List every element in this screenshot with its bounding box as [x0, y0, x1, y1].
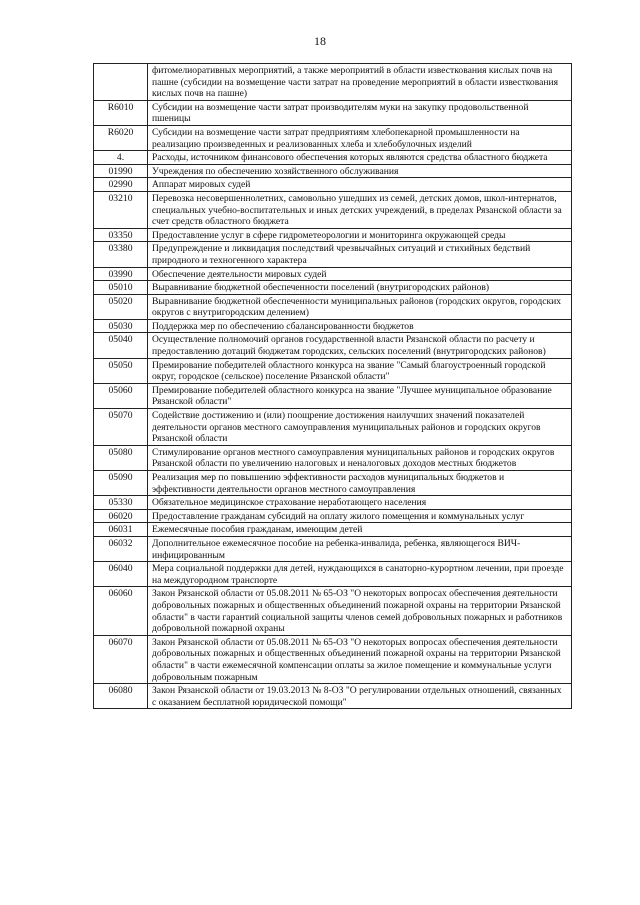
row-description: Обязательное медицинское страхование неработающего населения: [148, 496, 572, 510]
table-row: [94, 523, 572, 537]
row-description: Выравнивание бюджетной обеспеченности поселений (внутригородских районов): [148, 281, 572, 295]
row-code: 05080: [94, 445, 148, 470]
row-description: Мера социальной поддержки для детей, нуждающихся в санаторно-курортном лечении, при проезде на междугородном транспорте: [148, 562, 572, 587]
row-code: 05050: [94, 358, 148, 383]
table-row: [94, 536, 572, 561]
row-description: Обеспечение деятельности мировых судей: [148, 267, 572, 281]
row-code: 4.: [94, 151, 148, 165]
row-code: [94, 64, 148, 101]
table-row: [94, 496, 572, 510]
table-row: [94, 281, 572, 295]
row-code: 03350: [94, 228, 148, 242]
row-code: 06031: [94, 523, 148, 537]
row-code: 06032: [94, 536, 148, 561]
row-code: 06070: [94, 635, 148, 683]
row-code: 01990: [94, 164, 148, 178]
row-code: 03990: [94, 267, 148, 281]
table-row: [94, 64, 572, 101]
row-description: Поддержка мер по обеспечению сбалансированности бюджетов: [148, 319, 572, 333]
row-code: 03210: [94, 191, 148, 228]
table-body: [94, 64, 572, 709]
table-row: [94, 684, 572, 709]
table-row: [94, 164, 572, 178]
row-description: Реализация мер по повышению эффективности расходов муниципальных бюджетов и эффективности деятельности органов местного самоуправления: [148, 471, 572, 496]
row-code: 06080: [94, 684, 148, 709]
row-description: Предоставление гражданам субсидий на оплату жилого помещения и коммунальных услуг: [148, 509, 572, 523]
row-description: Дополнительное ежемесячное пособие на ребенка-инвалида, ребенка, являющегося ВИЧ-инфицированным: [148, 536, 572, 561]
row-description: Закон Рязанской области от 05.08.2011 № 65-ОЗ "О некоторых вопросах обеспечения деятельности добровольных пожарных и общественных объединений пожарной охраны на территории Рязанской области" в части ежемесячной компенсации оплаты за жилое помещение и коммунальные услуги добровольным пожарным: [148, 635, 572, 683]
row-code: 05020: [94, 294, 148, 319]
row-code: 05010: [94, 281, 148, 295]
table-row: [94, 445, 572, 470]
table-row: [94, 383, 572, 408]
row-description: Учреждения по обеспечению хозяйственного обслуживания: [148, 164, 572, 178]
row-code: 05330: [94, 496, 148, 510]
row-description: Субсидии на возмещение части затрат производителям муки на закупку продовольственной пшеницы: [148, 100, 572, 125]
row-description: Закон Рязанской области от 05.08.2011 № 65-ОЗ "О некоторых вопросах обеспечения деятельности добровольных пожарных и общественных объединений пожарной охраны на территории Рязанской области" в части гарантий социальной защиты членов семей добровольных пожарных и работников добровольной пожарной охраны: [148, 587, 572, 635]
row-description: Содействие достижению и (или) поощрение достижения наилучших значений показателей деятельности органов местного самоуправления муниципальных районов и городских округов Рязанской области: [148, 409, 572, 446]
row-description: Ежемесячные пособия гражданам, имеющим детей: [148, 523, 572, 537]
row-code: 02990: [94, 178, 148, 192]
row-description: Перевозка несовершеннолетних, самовольно ушедших из семей, детских домов, школ-интернатов, специальных учебно-воспитательных и иных детских учреждений, в пределах Рязанской области за счет средств областного бюджета: [148, 191, 572, 228]
row-description: Предупреждение и ликвидация последствий чрезвычайных ситуаций и стихийных бедствий природного и техногенного характера: [148, 242, 572, 267]
table-row: [94, 191, 572, 228]
budget-classification-table: [93, 63, 572, 709]
table-row: [94, 267, 572, 281]
row-code: 06020: [94, 509, 148, 523]
table-row: [94, 228, 572, 242]
table-row: [94, 242, 572, 267]
row-description: Аппарат мировых судей: [148, 178, 572, 192]
row-description: Премирование победителей областного конкурса на звание "Самый благоустроенный городской округ, городское (сельское) поселение Рязанской области": [148, 358, 572, 383]
table-row: [94, 409, 572, 446]
row-code: R6010: [94, 100, 148, 125]
table-row: [94, 562, 572, 587]
row-description: Предоставление услуг в сфере гидрометеорологии и мониторинга окружающей среды: [148, 228, 572, 242]
table-row: [94, 509, 572, 523]
row-description: Премирование победителей областного конкурса на звание "Лучшее муниципальное образование Рязанской области": [148, 383, 572, 408]
row-description: Осуществление полномочий органов государственной власти Рязанской области по расчету и предоставлению дотаций бюджетам городских, сельских поселений (внутригородских районов): [148, 333, 572, 358]
row-description: фитомелиоративных мероприятий, а также мероприятий в области известкования кислых почв на пашне (субсидии на возмещение части затрат на проведение мероприятий в области известкования кислых почв на пашне): [148, 64, 572, 101]
table-row: [94, 471, 572, 496]
row-description: Субсидии на возмещение части затрат предприятиям хлебопекарной промышленности на реализацию произведенных и реализованных хлеба и хлебобулочных изделий: [148, 125, 572, 150]
row-code: 05060: [94, 383, 148, 408]
page-number: 18: [314, 34, 326, 48]
table-row: [94, 178, 572, 192]
row-code: 06040: [94, 562, 148, 587]
table-row: [94, 294, 572, 319]
row-code: 05090: [94, 471, 148, 496]
table-row: [94, 319, 572, 333]
table-row: [94, 100, 572, 125]
row-description: Закон Рязанской области от 19.03.2013 № 8-ОЗ "О регулировании отдельных отношений, связанных с оказанием бесплатной юридической помощи": [148, 684, 572, 709]
row-code: 05040: [94, 333, 148, 358]
table-row: [94, 587, 572, 635]
table-row: [94, 333, 572, 358]
row-code: 05070: [94, 409, 148, 446]
table-row: [94, 151, 572, 165]
table-row: [94, 125, 572, 150]
row-code: 03380: [94, 242, 148, 267]
row-code: 05030: [94, 319, 148, 333]
row-description: Стимулирование органов местного самоуправления муниципальных районов и городских округов Рязанской области по увеличению налоговых и неналоговых доходов местных бюджетов: [148, 445, 572, 470]
row-description: Расходы, источником финансового обеспечения которых являются средства областного бюджета: [148, 151, 572, 165]
row-description: Выравнивание бюджетной обеспеченности муниципальных районов (городских округов, городских округов с внутригородским делением): [148, 294, 572, 319]
row-code: 06060: [94, 587, 148, 635]
row-code: R6020: [94, 125, 148, 150]
table-row: [94, 635, 572, 683]
table-row: [94, 358, 572, 383]
